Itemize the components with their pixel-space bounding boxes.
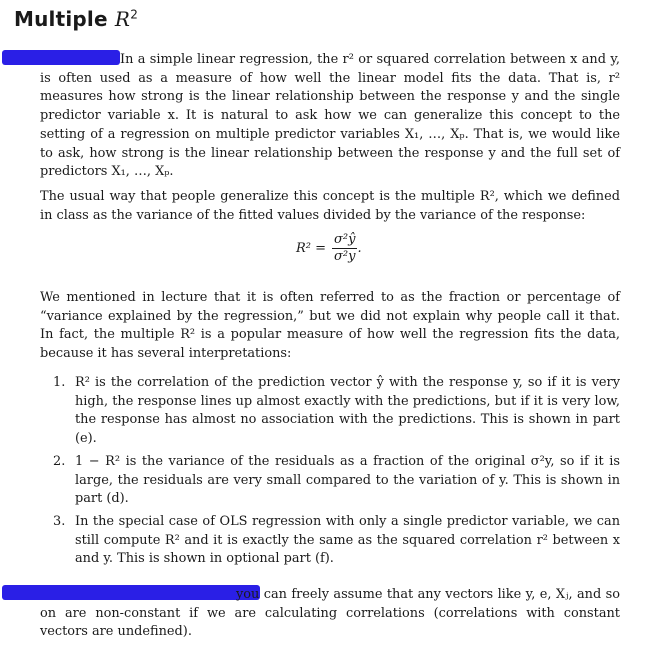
list-item-number: 3. [53,513,66,529]
equation-lhs: R² = [296,241,327,256]
interpretation-list [48,374,620,573]
list-item [48,513,620,569]
list-item-number: 2. [53,453,66,469]
title-word: Multiple [14,7,108,31]
section-title [14,7,138,31]
list-item [48,374,620,449]
equation-numerator: σ²ŷ [334,232,356,247]
interpretation-paragraph: We mentioned in lecture that it is often referred to as the fraction or percentage of “variance explained by the regression,” but we did not explain why people call it that. In fact, the multiple R² is a popular measure of how well the regression fits the data, because it has several interpretations: [40,290,620,362]
equation-fraction [332,233,357,264]
r-squared-equation [296,233,362,264]
list-item-text: R² is the correlation of the prediction vector ŷ with the response y, so if it is very high, the response lines up almost exactly with the predictions, but if it is very low, the response has almost no association with the predictions. This is shown in part (e). [75,375,620,447]
definition-paragraph: The usual way that people generalize this concept is the multiple R², which we defined in class as the variance of the fitted values divided by the variance of the response: [40,189,620,223]
equation-denominator: σ²y [334,249,356,264]
equation-period: . [357,241,362,256]
list-item-text: In the special case of OLS regression with only a single predictor variable, we can still compute R² and it is exactly the same as the squared correlation r² between x and y. This is shown in optional part (f). [75,513,620,567]
closing-paragraph: you can freely assume that any vectors like y, e, Xⱼ, and so on are non-constant if we are calculating correlations (correlations with constant vectors are undefined). [40,587,620,640]
list-item-number: 1. [53,375,66,390]
list-item [48,453,620,509]
intro-paragraph: In a simple linear regression, the r² or squared correlation between x and y, is often used as a measure of how well the linear model fits the data. That is, r² measures how strong is the linear relationship between the response y and the single predictor variable x. It is natural to ask how we can generalize this concept to the setting of a regression on multiple predictor variables X₁, …, Xₚ. That is, we would like to ask, how strong is the linear relationship between the response y and the full set of predictors X₁, …, Xₚ. [40,52,620,180]
title-exponent: 2 [130,7,139,22]
list-item-text: 1 − R² is the variance of the residuals as a fraction of the original σ²y, so if it is large, the residuals are very small compared to the variation of y. This is shown in part (d). [75,453,620,507]
title-symbol: R [114,7,131,31]
